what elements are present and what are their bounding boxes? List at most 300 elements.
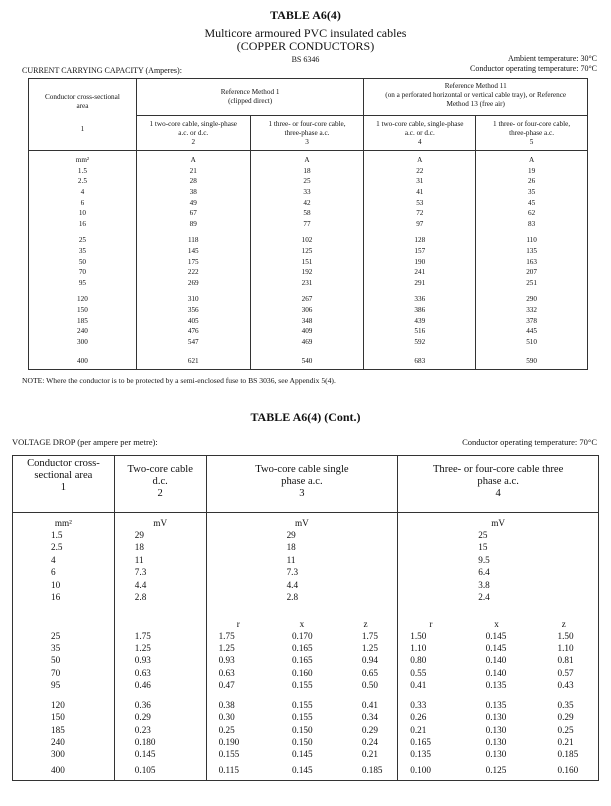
col-2-label: 1 two-core cable, single-phase a.c. or d.c.: [149, 119, 237, 137]
table-cell: 77: [250, 219, 364, 230]
table-row: [13, 711, 599, 723]
table-cell: 336: [364, 294, 476, 305]
method-11-sub: (on a perforated horizontal or vertical cable tray), or Reference Method 13 (free air): [385, 91, 567, 108]
unit-cell: mV: [114, 513, 206, 529]
table-cell: 0.135: [485, 700, 507, 711]
table-row: [29, 267, 588, 278]
note-text: NOTE: Where the conductor is to be protected by a semi-enclosed fuse to BS 3036, see Appendix 5(4).: [22, 376, 336, 385]
header-conductor: [29, 79, 137, 151]
table-cell: 2.5: [29, 176, 137, 187]
table-row: [13, 736, 599, 748]
header-method-1: [136, 79, 364, 116]
table-cell: 97: [364, 219, 476, 230]
table-cell: 409: [250, 326, 364, 337]
table-cell: 4.4: [114, 579, 206, 592]
table-cell: 592: [364, 337, 476, 348]
table-cell: 0.35: [530, 699, 599, 711]
table-cell: 0.81: [530, 654, 599, 666]
table-row: [29, 294, 588, 305]
header-method-11: [364, 79, 588, 116]
table-subtitle-1: Multicore armoured PVC insulated cables: [204, 26, 407, 40]
gap-cell: [464, 691, 530, 699]
table-cell: 0.135: [485, 679, 507, 690]
table-cell: 120: [13, 699, 115, 711]
table-cell: 1.75: [334, 630, 398, 642]
table-cell: 102: [250, 235, 364, 246]
table-cell: 267: [250, 294, 364, 305]
table-cell: 0.50: [334, 679, 398, 691]
table-cell: 150: [13, 711, 115, 723]
table-row: [13, 541, 599, 554]
table-cell: 241: [364, 267, 476, 278]
table-cell: 25: [250, 176, 364, 187]
vd-col-1-num: 1: [60, 482, 67, 493]
table-cell: 7.3: [206, 566, 398, 579]
section-heading-ccc: CURRENT CARRYING CAPACITY (Amperes):: [22, 66, 182, 75]
unit-cell: mV: [398, 513, 599, 529]
table-cell: 0.26: [398, 711, 464, 723]
voltage-drop-temperature: Conductor operating temperature: 70°C: [462, 437, 597, 447]
table-cell: 310: [136, 294, 250, 305]
table-cell: 0.150: [291, 724, 313, 735]
table-cell: 18: [206, 541, 398, 554]
table-cell: 95: [13, 679, 115, 691]
table-cell: 38: [136, 187, 250, 198]
table-cell: 0.65: [334, 666, 398, 678]
table-cell: 1.5: [29, 166, 137, 177]
table-cell: 29: [206, 529, 398, 542]
table-cell: 0.160: [291, 667, 313, 678]
vd-header-single-label: Two-core cable single phase a.c.: [255, 464, 349, 487]
table-cell: 0.130: [485, 737, 507, 748]
table-cell: 58: [250, 208, 364, 219]
table-cell: 0.160: [530, 760, 599, 780]
table-row: [29, 197, 588, 208]
table-cell: 0.140: [485, 667, 507, 678]
table-cell: 0.23: [114, 724, 206, 736]
table-row: [29, 315, 588, 326]
table-cell: 175: [136, 256, 250, 267]
vd-col-3-num: 3: [299, 488, 305, 499]
table-cell: 510: [476, 337, 588, 348]
table-cell: 6: [13, 566, 115, 579]
table-row: [29, 278, 588, 289]
table-cell: 0.145: [485, 630, 507, 641]
table-cell: 118: [136, 235, 250, 246]
units-row: [29, 151, 588, 166]
table-cell: 15: [398, 541, 599, 554]
table-cell: 400: [29, 353, 137, 369]
table-cell: 0.41: [334, 699, 398, 711]
table-cell: 0.41: [398, 679, 464, 691]
table-cell: 0.190: [206, 736, 270, 748]
table-row: [13, 679, 599, 691]
table-cell: 0.185: [334, 760, 398, 780]
rxz-header-row: [13, 604, 599, 630]
table-row: [13, 724, 599, 736]
table-row: [13, 529, 599, 542]
table-cell: 41: [364, 187, 476, 198]
table-cell: 35: [13, 642, 115, 654]
table-cell: 11: [114, 554, 206, 567]
col-4-label: 1 two-core cable, single-phase a.c. or d.c.: [376, 119, 464, 137]
table-cell: 1.10: [530, 642, 599, 654]
table-cell: 0.30: [206, 711, 270, 723]
table-cell: 222: [136, 267, 250, 278]
table-row: [29, 235, 588, 246]
table-cell: 70: [29, 267, 137, 278]
table-cell: 1.10: [398, 642, 464, 654]
table-cell: 145: [136, 246, 250, 257]
table-cell: 0.63: [206, 666, 270, 678]
header-col-4: [364, 116, 476, 151]
table-cell: 0.145: [485, 642, 507, 653]
table-cell: 70: [13, 666, 115, 678]
table-cell: 18: [250, 166, 364, 177]
table-cell: 1.25: [114, 642, 206, 654]
header-col-5: [476, 116, 588, 151]
table-cell: 4: [13, 554, 115, 567]
table-cell: 29: [114, 529, 206, 542]
unit-cell: mm²: [13, 513, 115, 529]
table-cell: 0.125: [464, 760, 530, 780]
unit-cell: A: [476, 151, 588, 166]
table-cell: 0.93: [114, 654, 206, 666]
table-cell: 0.155: [206, 748, 270, 760]
table-cell: 0.100: [398, 760, 464, 780]
table-cell: 0.46: [114, 679, 206, 691]
table-cell: 2.8: [206, 591, 398, 604]
table-cell: 378: [476, 315, 588, 326]
table-row: [29, 337, 588, 348]
table-cell: 0.155: [291, 700, 313, 711]
table-cell: 0.21: [398, 724, 464, 736]
table-cell: 2.4: [398, 591, 599, 604]
ambient-temperature: Ambient temperature: 30°C: [508, 54, 597, 63]
table-row: [29, 246, 588, 257]
table-cell: 2.5: [13, 541, 115, 554]
table-cell: 6: [29, 197, 137, 208]
table-cell: 16: [13, 591, 115, 604]
gap-cell: [398, 691, 464, 699]
gap-cell: [13, 691, 115, 699]
table-cell: 26: [476, 176, 588, 187]
table-cell: 33: [250, 187, 364, 198]
header-conductor-label: Conductor cross-sectional area: [44, 93, 120, 110]
table-cell: 7.3: [114, 566, 206, 579]
table-cell: 240: [13, 736, 115, 748]
table-cell: 1.50: [530, 630, 599, 642]
vd-col-4-num: 4: [495, 488, 501, 499]
table-cell: 28: [136, 176, 250, 187]
section-heading-vdrop: VOLTAGE DROP (per ampere per metre):: [12, 437, 158, 447]
table-cell: 251: [476, 278, 588, 289]
table-cell: 445: [476, 326, 588, 337]
table-cell: 0.165: [291, 642, 313, 653]
table-cell: 0.29: [530, 711, 599, 723]
header-col-num: 1: [80, 125, 85, 133]
table-cell: 0.135: [398, 748, 464, 760]
vd-header-dc-label: Two-core cable d.c.: [127, 464, 193, 487]
table-row: [13, 642, 599, 654]
table-cell: 332: [476, 305, 588, 316]
row-gap: [13, 691, 599, 699]
table-cell: 16: [29, 219, 137, 230]
table-cell: 1.50: [398, 630, 464, 642]
table-cell: 0.170: [291, 630, 313, 641]
table-cell: 0.94: [334, 654, 398, 666]
table-cell: 0.150: [291, 737, 313, 748]
table-cell: 291: [364, 278, 476, 289]
table-cell: 2.8: [114, 591, 206, 604]
table-cell: 25: [29, 235, 137, 246]
gap-cell: [114, 691, 206, 699]
vd-header-row: [13, 456, 599, 513]
unit-cell: A: [250, 151, 364, 166]
table-cell: 439: [364, 315, 476, 326]
table-cell: 0.185: [530, 748, 599, 760]
table-row: [29, 166, 588, 177]
table-cell: 67: [136, 208, 250, 219]
unit-cell: A: [364, 151, 476, 166]
table-cell: 0.33: [398, 699, 464, 711]
table-cell: 1.75: [206, 630, 270, 642]
table-cell: 0.29: [114, 711, 206, 723]
table-cell: 72: [364, 208, 476, 219]
vd-header-single-phase: [206, 456, 398, 513]
table-cell: 50: [13, 654, 115, 666]
table-cell: 0.145: [270, 760, 334, 780]
table-cell: 0.105: [114, 760, 206, 780]
table-cell: 0.140: [485, 655, 507, 666]
table-row: [13, 699, 599, 711]
table-header-row: [29, 79, 588, 116]
table-cell: 0.155: [291, 712, 313, 723]
col-5-num: 5: [529, 137, 534, 146]
table-row: [13, 760, 599, 780]
col-4-num: 4: [417, 137, 422, 146]
table-cell: 49: [136, 197, 250, 208]
table-row: [13, 748, 599, 760]
table-cell: 300: [29, 337, 137, 348]
table-cell: 120: [29, 294, 137, 305]
col-3-num: 3: [305, 137, 309, 146]
table-cell: 356: [136, 305, 250, 316]
table-cell: 157: [364, 246, 476, 257]
table-cell: 0.165: [398, 736, 464, 748]
table-cell: 50: [29, 256, 137, 267]
gap-cell: [206, 691, 270, 699]
method-1-sub: (clipped direct): [228, 97, 273, 105]
gap-cell: [334, 691, 398, 699]
table-cell: 0.130: [485, 712, 507, 723]
operating-temperature: Conductor operating temperature: 70°C: [470, 64, 597, 73]
table-cell: 290: [476, 294, 588, 305]
vd-header-three-label: Three- or four-core cable three phase a.c.: [432, 464, 564, 487]
table-cell: 547: [136, 337, 250, 348]
table-cell: 10: [13, 579, 115, 592]
table-row: [13, 666, 599, 678]
table-row: [13, 579, 599, 592]
table-cell: 18: [114, 541, 206, 554]
table-cell: 95: [29, 278, 137, 289]
method-1-label: Reference Method 1: [220, 88, 280, 96]
empty-cell: [114, 604, 206, 630]
current-capacity-table: [28, 78, 588, 370]
empty-cell: [13, 604, 115, 630]
table-cell: 3.8: [398, 579, 599, 592]
vd-col-2-num: 2: [157, 488, 163, 499]
voltage-drop-body: [13, 529, 599, 781]
vd-header-conductor: [13, 456, 115, 513]
table-cell: 25: [398, 529, 599, 542]
header-col-2: [136, 116, 250, 151]
table-cell: 31: [364, 176, 476, 187]
table-cell: 0.21: [334, 748, 398, 760]
table-row: [29, 326, 588, 337]
table-cell: 683: [364, 353, 476, 369]
standard-ref: BS 6346: [291, 55, 320, 64]
table-cell: 22: [364, 166, 476, 177]
table-cell: 0.180: [114, 736, 206, 748]
table-cell: 0.80: [398, 654, 464, 666]
table-cell: 4.4: [206, 579, 398, 592]
rxz-label: x: [299, 618, 305, 629]
table-subtitle-2: (COPPER CONDUCTORS): [236, 39, 375, 53]
table-cell: 42: [250, 197, 364, 208]
table-cell: 83: [476, 219, 588, 230]
rxz-label: z: [530, 604, 599, 630]
table-cell: 207: [476, 267, 588, 278]
table-cell: 240: [29, 326, 137, 337]
table-cell: 0.34: [334, 711, 398, 723]
table-cell: 10: [29, 208, 137, 219]
vd-header-three-phase: [398, 456, 599, 513]
table-cell: 476: [136, 326, 250, 337]
table-cell: 0.29: [334, 724, 398, 736]
table-row: [13, 654, 599, 666]
table-cell: 4: [29, 187, 137, 198]
rxz-label: r: [398, 604, 464, 630]
table-cell: 21: [136, 166, 250, 177]
vd-header-conductor-label: Conductor cross-sectional area: [27, 458, 100, 481]
vd-units-row: [13, 513, 599, 529]
table-cell: 190: [364, 256, 476, 267]
col-5-label: 1 three- or four-core cable, three-phase a.c.: [493, 119, 571, 137]
gap-cell: [270, 691, 334, 699]
table-cell: 0.145: [291, 749, 313, 760]
table-cell: 1.75: [114, 630, 206, 642]
table-cell: 0.145: [114, 748, 206, 760]
table-cell: 0.55: [398, 666, 464, 678]
table-cell: 0.24: [334, 736, 398, 748]
vd-header-dc: [114, 456, 206, 513]
table-cell: 0.38: [206, 699, 270, 711]
table-row: [13, 630, 599, 642]
table-row: [29, 208, 588, 219]
table-cell: 192: [250, 267, 364, 278]
table-cell: 348: [250, 315, 364, 326]
table-cell: 400: [13, 760, 115, 780]
col-3-label: 1 three- or four-core cable, three-phase a.c.: [268, 119, 346, 137]
table-cell: 163: [476, 256, 588, 267]
table-cell: 25: [13, 630, 115, 642]
table-cell: 11: [206, 554, 398, 567]
table-cell: 0.36: [114, 699, 206, 711]
table-cell: 0.130: [485, 724, 507, 735]
method-11-label: Reference Method 11: [444, 82, 507, 90]
table-cell: 269: [136, 278, 250, 289]
table-cont-title: TABLE A6(4) (Cont.): [250, 410, 361, 424]
table-row: [29, 219, 588, 230]
rxz-label: x: [494, 618, 499, 629]
rxz-label: z: [334, 604, 398, 630]
table-cell: 89: [136, 219, 250, 230]
table-cell: 150: [29, 305, 137, 316]
table-row: [13, 554, 599, 567]
unit-cell: A: [136, 151, 250, 166]
table-cell: 469: [250, 337, 364, 348]
table-cell: 405: [136, 315, 250, 326]
table-cell: 185: [29, 315, 137, 326]
header-col-3: [250, 116, 364, 151]
table-cell: 540: [250, 353, 364, 369]
unit-cell: mm²: [29, 151, 137, 166]
table-row: [29, 305, 588, 316]
table-cell: 151: [250, 256, 364, 267]
table-cell: 1.25: [334, 642, 398, 654]
table-cell: 231: [250, 278, 364, 289]
table-cell: 386: [364, 305, 476, 316]
table-cell: 0.115: [206, 760, 270, 780]
table-cell: 110: [476, 235, 588, 246]
table-cell: 590: [476, 353, 588, 369]
table-cell: 621: [136, 353, 250, 369]
table-cell: 0.43: [530, 679, 599, 691]
table-cell: 45: [476, 197, 588, 208]
table-cell: 1.25: [206, 642, 270, 654]
table-cell: 0.47: [206, 679, 270, 691]
table-cell: 300: [13, 748, 115, 760]
voltage-drop-table: [12, 455, 599, 781]
table-cell: 35: [29, 246, 137, 257]
table-cell: 0.130: [485, 749, 507, 760]
table-title: TABLE A6(4): [270, 8, 341, 22]
table-row: [29, 256, 588, 267]
table-cell: 0.93: [206, 654, 270, 666]
table-cell: 516: [364, 326, 476, 337]
table-cell: 6.4: [398, 566, 599, 579]
table-cell: 128: [364, 235, 476, 246]
table-cell: 35: [476, 187, 588, 198]
unit-cell: mV: [206, 513, 398, 529]
table-row: [13, 566, 599, 579]
table-cell: 0.155: [291, 679, 313, 690]
table-row: [29, 187, 588, 198]
temperature-notes: [470, 54, 597, 74]
table-row: [13, 591, 599, 604]
rxz-label: r: [206, 604, 270, 630]
table-cell: 1.5: [13, 529, 115, 542]
current-capacity-body: [29, 166, 588, 370]
table-cell: 0.25: [530, 724, 599, 736]
table-cell: 0.21: [530, 736, 599, 748]
gap-cell: [530, 691, 599, 699]
table-row: [29, 176, 588, 187]
table-cell: 306: [250, 305, 364, 316]
table-cell: 19: [476, 166, 588, 177]
table-cell: 0.63: [114, 666, 206, 678]
